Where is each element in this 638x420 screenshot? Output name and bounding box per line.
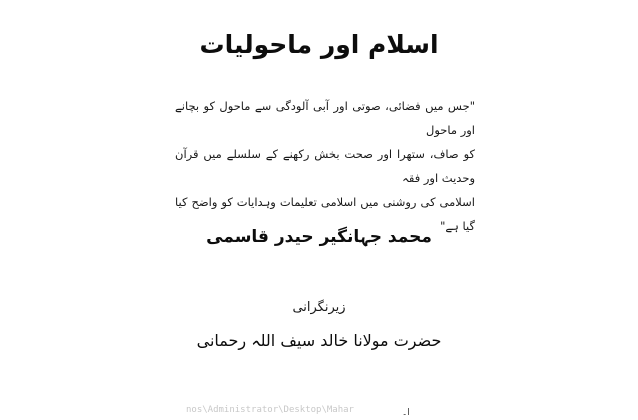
footer-mark: ا۔ bbox=[402, 408, 410, 418]
footer-file-path: nos\Administrator\Desktop\Mahar bbox=[186, 405, 354, 415]
summary-line: "جس میں فضائی، صوتی اور آبی آلودگی سے ماحول کو بچانے اور ماحول bbox=[175, 99, 475, 137]
author-name: محمد جہانگیر حیدر قاسمی bbox=[206, 227, 432, 247]
summary-line: کو صاف، ستھرا اور صحت بخش رکھنے کے سلسلے میں قرآن وحدیث اور فقہ bbox=[175, 147, 475, 185]
supervision-label: زیرنگرانی bbox=[292, 300, 346, 315]
book-summary bbox=[175, 94, 475, 238]
page-title: اسلام اور ماحولیات bbox=[199, 30, 439, 59]
supervisor-name: حضرت مولانا خالد سیف اللہ رحمانی bbox=[196, 331, 442, 350]
summary-line: اسلامی کی روشنی میں اسلامی تعلیمات وہدایات کو واضح کیا گیا ہے" bbox=[175, 195, 475, 233]
